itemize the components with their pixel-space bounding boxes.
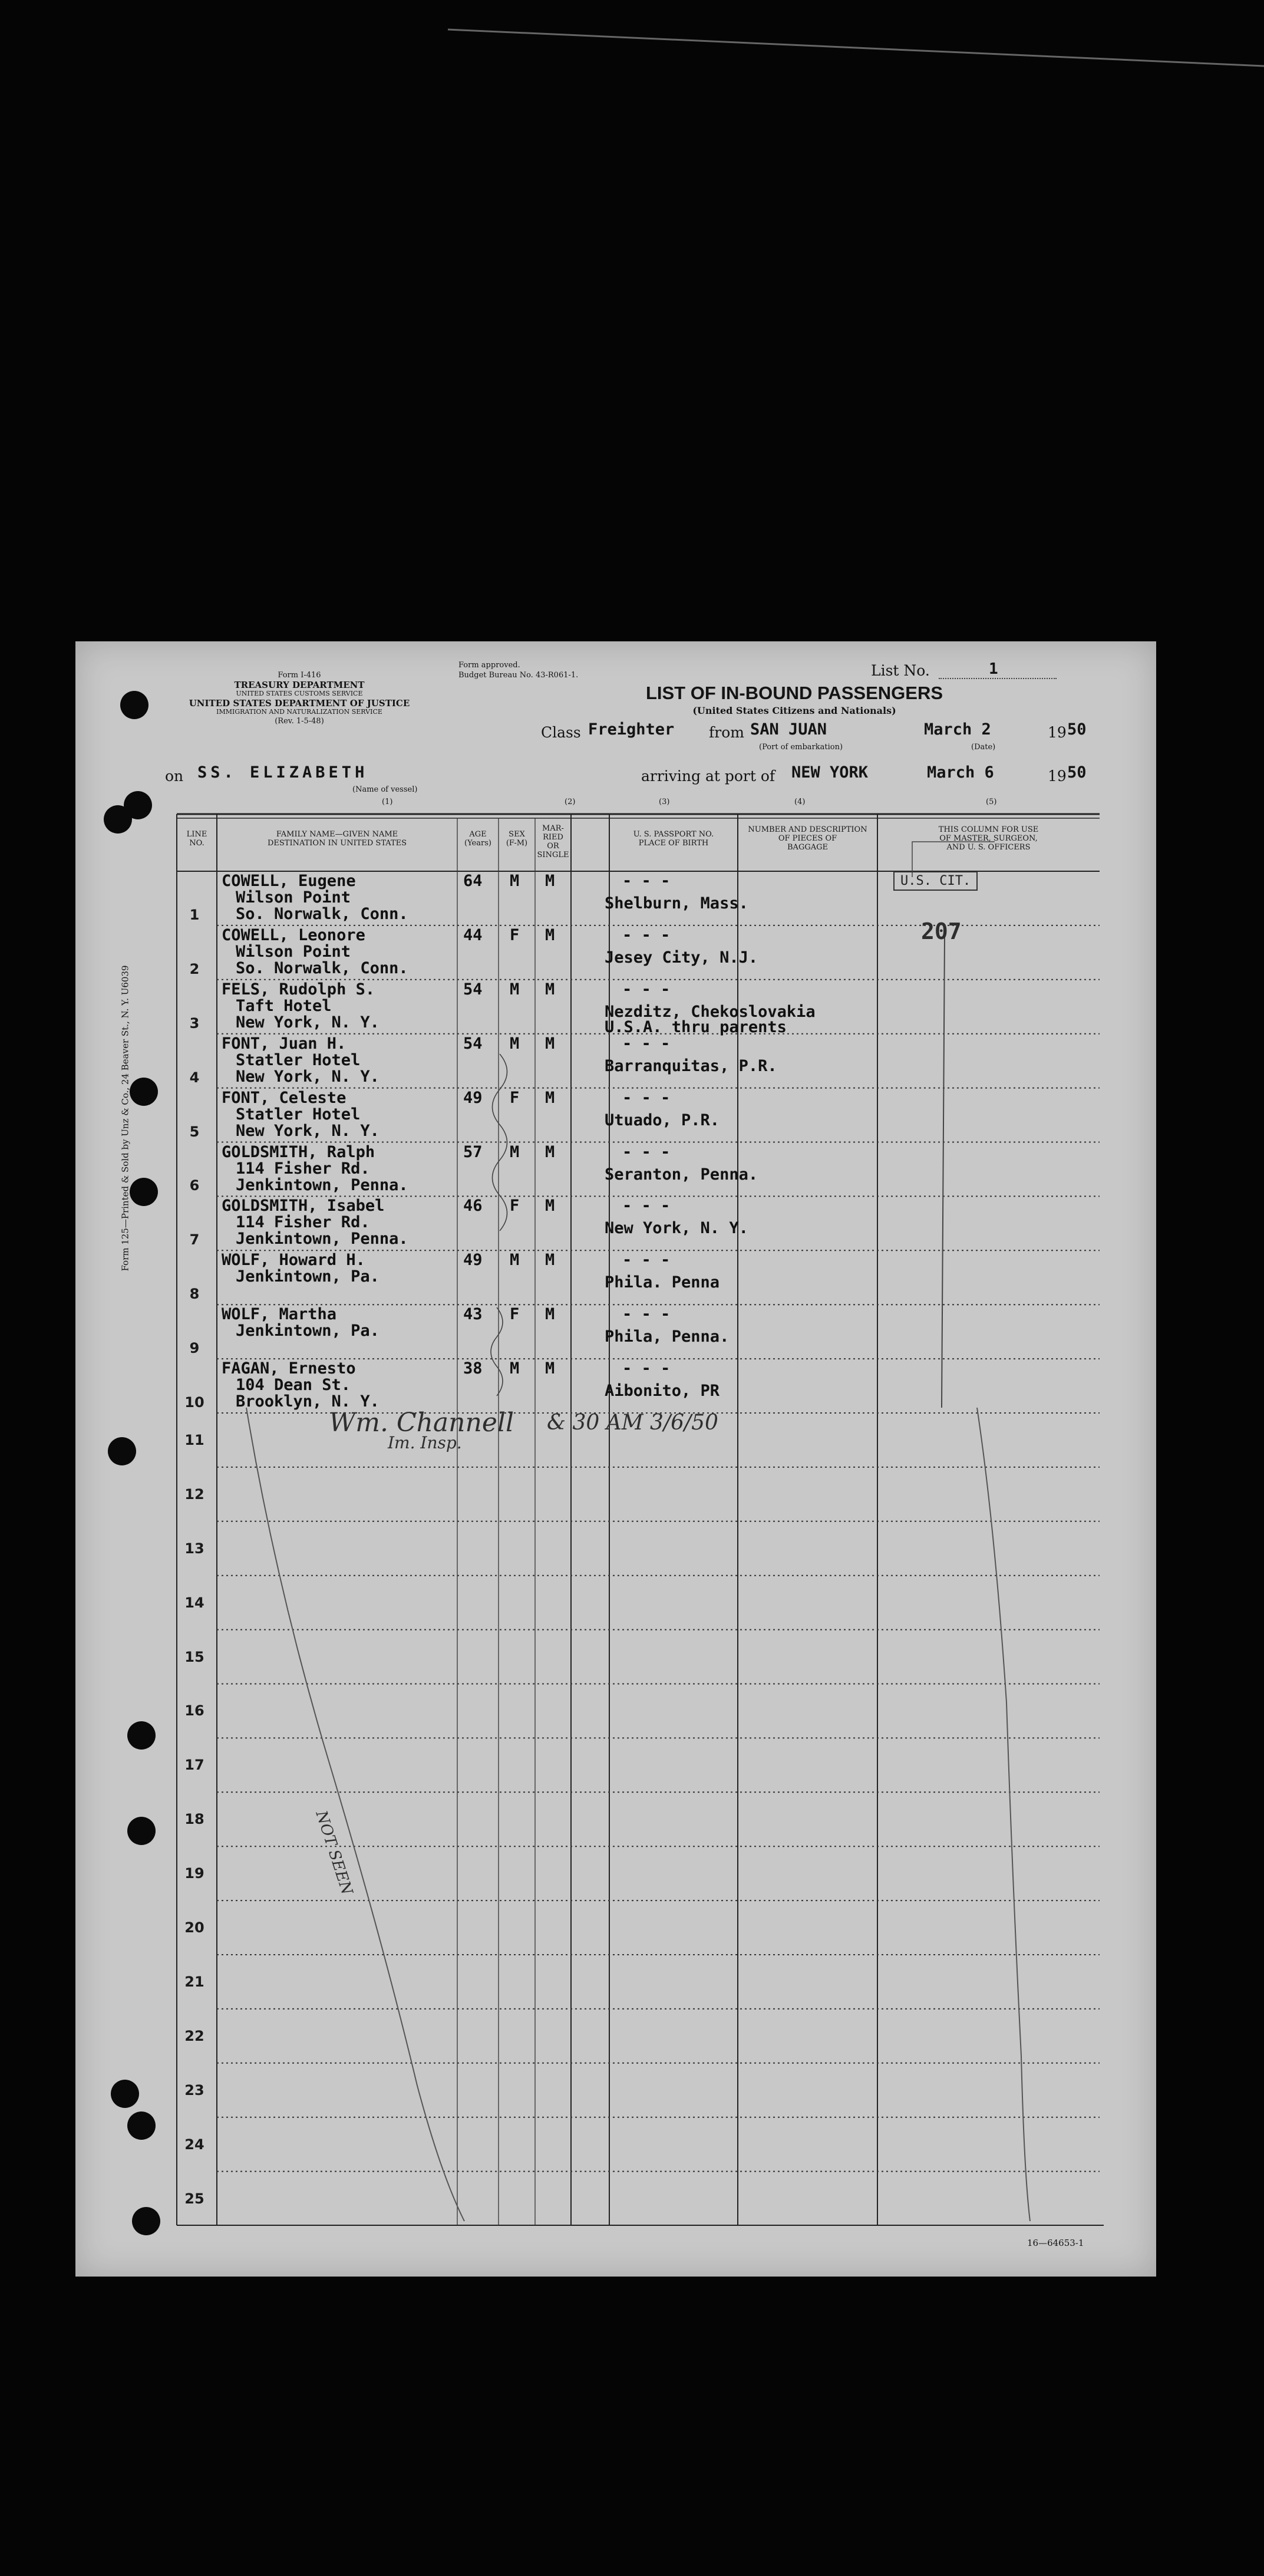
marital-status: M	[545, 1359, 555, 1378]
place-of-birth: Nezditz, Chekoslovakia	[605, 1002, 816, 1021]
header-line-no: LINE NO.	[186, 830, 207, 848]
marital-status: M	[545, 925, 555, 944]
passenger-age: 43	[463, 1305, 483, 1324]
destination-line-2: So. Norwalk, Conn.	[236, 905, 408, 923]
header-name: FAMILY NAME—GIVEN NAME DESTINATION IN UNITED STATES	[267, 830, 407, 848]
arrival-port: NEW YORK	[791, 763, 869, 782]
printer-imprint: Form 125—Printed & Sold by Unz & Co., 24 Beaver St., N. Y. U6039	[120, 965, 131, 1271]
destination-line-2: Jenkintown, Penna.	[236, 1175, 408, 1194]
class-value: Freighter	[588, 720, 675, 739]
marital-status: M	[545, 1251, 555, 1270]
passport-number: - - -	[622, 1088, 671, 1107]
marital-status: M	[545, 1034, 555, 1053]
passenger-age: 57	[463, 1142, 483, 1161]
passenger-sex: F	[510, 1088, 520, 1107]
destination-line-1: 114 Fisher Rd.	[236, 1159, 370, 1178]
form-number: Form I-416	[278, 671, 321, 680]
passenger-sex: F	[510, 925, 520, 944]
passenger-name: COWELL, Eugene	[222, 872, 356, 890]
line-number: 5	[189, 1123, 200, 1140]
passenger-name: FELS, Rudolph S.	[222, 980, 375, 999]
passenger-sex: F	[510, 1305, 520, 1324]
passenger-sex: M	[510, 1034, 520, 1053]
passport-number: - - -	[622, 1034, 671, 1053]
revision: (Rev. 1-5-48)	[275, 717, 324, 726]
passenger-name: GOLDSMITH, Isabel	[222, 1197, 385, 1215]
year-1: 50	[1067, 720, 1087, 739]
destination-line-1: Statler Hotel	[236, 1050, 361, 1069]
passenger-name: FONT, Juan H.	[222, 1034, 346, 1053]
line-number: 21	[184, 1973, 204, 1990]
port-note: (Port of embarkation)	[759, 743, 843, 752]
place-of-birth-line-2: U.S.A. thru parents	[605, 1017, 787, 1036]
year-prefix-2: 19	[1048, 767, 1067, 785]
place-of-birth: Phila. Penna	[605, 1273, 720, 1292]
col-num-1: (1)	[382, 798, 393, 806]
passport-number: - - -	[622, 1359, 671, 1378]
list-no-label: List No.	[871, 662, 930, 679]
place-of-birth: Jesey City, N.J.	[605, 948, 758, 967]
passenger-name: FONT, Celeste	[222, 1088, 346, 1107]
departure-date: March 2	[924, 720, 991, 739]
place-of-birth: Seranton, Penna.	[605, 1165, 758, 1184]
passenger-name: WOLF, Martha	[222, 1305, 337, 1324]
header-passport: U. S. PASSPORT NO. PLACE OF BIRTH	[633, 830, 714, 848]
line-number: 22	[184, 2027, 204, 2044]
destination-line-1: Wilson Point	[236, 888, 351, 907]
destination-line-2: So. Norwalk, Conn.	[236, 958, 408, 977]
inspection-time-date: & 30 AM 3/6/50	[547, 1411, 718, 1435]
line-number: 10	[184, 1394, 204, 1411]
not-seen-note: NOT SEEN	[312, 1809, 356, 1898]
passport-number: - - -	[622, 872, 671, 890]
destination-line-2: New York, N. Y.	[236, 1013, 379, 1032]
passenger-age: 49	[463, 1251, 483, 1270]
passport-number: - - -	[622, 925, 671, 944]
marital-status: M	[545, 1088, 555, 1107]
customs-service: UNITED STATES CUSTOMS SERVICE	[236, 690, 363, 697]
passenger-sex: M	[510, 1359, 520, 1378]
line-number: 13	[184, 1540, 204, 1557]
year-prefix-1: 19	[1048, 724, 1067, 741]
arriving-label: arriving at port of	[641, 767, 775, 785]
passenger-sex: M	[510, 872, 520, 890]
date-note: (Date)	[971, 743, 996, 752]
line-number: 16	[184, 1702, 204, 1719]
inspector-title: Im. Insp.	[388, 1433, 462, 1452]
place-of-birth: Phila, Penna.	[605, 1327, 730, 1346]
passport-number: - - -	[622, 1305, 671, 1324]
line-number: 4	[189, 1069, 200, 1086]
line-number: 6	[189, 1177, 200, 1194]
passenger-name: GOLDSMITH, Ralph	[222, 1142, 375, 1161]
destination-line-2: Jenkintown, Penna.	[236, 1230, 408, 1249]
line-number: 14	[184, 1594, 204, 1611]
destination-line-2: New York, N. Y.	[236, 1067, 379, 1086]
line-number: 11	[184, 1431, 204, 1448]
stamp-number: 207	[921, 918, 962, 944]
justice-dept: UNITED STATES DEPARTMENT OF JUSTICE	[189, 698, 410, 709]
vessel-name: SS. ELIZABETH	[197, 763, 368, 782]
year-2: 50	[1067, 763, 1087, 782]
passenger-age: 38	[463, 1359, 483, 1378]
budget-bureau: Budget Bureau No. 43-R061-1.	[458, 671, 579, 680]
line-number: 17	[184, 1757, 204, 1774]
passenger-age: 54	[463, 1034, 483, 1053]
class-label: Class	[541, 724, 581, 741]
destination-line-1: 104 Dean St.	[236, 1376, 351, 1395]
inspector-signature: Wm. Channell	[329, 1408, 514, 1438]
scan-edge-line	[0, 0, 1264, 71]
destination-line-1: 114 Fisher Rd.	[236, 1213, 370, 1232]
ins-service: IMMIGRATION AND NATURALIZATION SERVICE	[216, 708, 382, 716]
destination-line-1: Wilson Point	[236, 942, 351, 961]
from-value: SAN JUAN	[750, 720, 827, 739]
place-of-birth: New York, N. Y.	[605, 1219, 748, 1238]
line-number: 1	[189, 906, 200, 923]
col-num-2: (2)	[565, 798, 576, 806]
passenger-age: 46	[463, 1197, 483, 1215]
line-number: 8	[189, 1286, 200, 1303]
passenger-age: 54	[463, 980, 483, 999]
header-married: MAR- RIED OR SINGLE	[537, 824, 569, 859]
passenger-sex: M	[510, 1142, 520, 1161]
page-subtitle: (United States Citizens and Nationals)	[692, 705, 896, 716]
destination-line-1: Statler Hotel	[236, 1105, 361, 1124]
line-number: 20	[184, 1919, 204, 1936]
destination-line-1: Taft Hotel	[236, 996, 332, 1015]
place-of-birth: Utuado, P.R.	[605, 1111, 720, 1129]
line-number: 23	[184, 2081, 204, 2099]
col-num-4: (4)	[794, 798, 806, 806]
passport-number: - - -	[622, 1197, 671, 1215]
line-number: 9	[189, 1340, 200, 1357]
list-no-value: 1	[989, 660, 998, 678]
passport-number: - - -	[622, 980, 671, 999]
col-num-5: (5)	[986, 798, 997, 806]
form-approved: Form approved.	[458, 661, 520, 670]
passport-number: - - -	[622, 1251, 671, 1270]
us-citizen-stamp: U.S. CIT.	[893, 871, 978, 891]
footer-code: 16—64653-1	[1027, 2238, 1084, 2248]
line-number: 25	[184, 2190, 204, 2207]
place-of-birth: Shelburn, Mass.	[605, 894, 748, 913]
passenger-sex: M	[510, 980, 520, 999]
passenger-age: 44	[463, 925, 483, 944]
destination-line-2: Brooklyn, N. Y.	[236, 1392, 379, 1411]
marital-status: M	[545, 872, 555, 890]
passenger-name: COWELL, Leonore	[222, 925, 365, 944]
line-number: 2	[189, 960, 200, 977]
passenger-manifest-page	[75, 641, 1156, 2277]
line-number: 18	[184, 1811, 204, 1828]
passenger-name: FAGAN, Ernesto	[222, 1359, 356, 1378]
line-number: 12	[184, 1485, 204, 1503]
header-officers: THIS COLUMN FOR USE OF MASTER, SURGEON, AND U. S. OFFICERS	[938, 825, 1039, 852]
passenger-age: 49	[463, 1088, 483, 1107]
place-of-birth: Barranquitas, P.R.	[605, 1056, 777, 1075]
marital-status: M	[545, 1305, 555, 1324]
line-number: 19	[184, 1865, 204, 1882]
arrival-date: March 6	[927, 763, 994, 782]
line-number: 24	[184, 2136, 204, 2153]
line-number: 7	[189, 1231, 200, 1249]
passenger-age: 64	[463, 872, 483, 890]
passenger-sex: M	[510, 1251, 520, 1270]
treasury-dept: TREASURY DEPARTMENT	[234, 680, 365, 690]
marital-status: M	[545, 980, 555, 999]
header-baggage: NUMBER AND DESCRIPTION OF PIECES OF BAGGAGE	[748, 825, 867, 852]
line-number: 3	[189, 1014, 200, 1032]
header-sex: SEX (F-M)	[506, 830, 528, 848]
passenger-sex: F	[510, 1197, 520, 1215]
destination-line-1: Jenkintown, Pa.	[236, 1267, 379, 1286]
on-label: on	[165, 767, 184, 785]
page-title: LIST OF IN-BOUND PASSENGERS	[645, 683, 943, 703]
header-age: AGE (Years)	[464, 830, 491, 848]
marital-status: M	[545, 1197, 555, 1215]
destination-line-2: New York, N. Y.	[236, 1121, 379, 1140]
place-of-birth: Aibonito, PR	[605, 1382, 720, 1401]
marital-status: M	[545, 1142, 555, 1161]
passenger-name: WOLF, Howard H.	[222, 1251, 365, 1270]
col-num-3: (3)	[659, 798, 670, 806]
destination-line-1: Jenkintown, Pa.	[236, 1322, 379, 1340]
vessel-note: (Name of vessel)	[352, 785, 418, 794]
line-number: 15	[184, 1648, 204, 1665]
from-label: from	[709, 724, 744, 741]
passport-number: - - -	[622, 1142, 671, 1161]
